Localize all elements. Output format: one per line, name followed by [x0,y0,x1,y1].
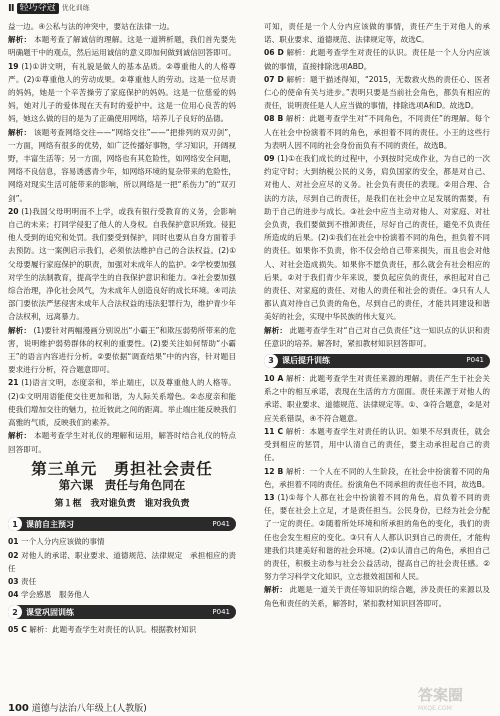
answer-paragraph [8,33,236,59]
section-page-ref: P041 [212,607,230,616]
section-label: 课前自主预习 [26,519,74,529]
answer-paragraph [264,46,490,72]
answer-paragraph [264,152,490,324]
post-items [264,372,490,610]
left-column [8,20,236,637]
section-bar-preview [8,517,236,531]
training-item-label: 05 C [8,625,27,635]
answer-paragraph-text: 该题考查网络交往——“网络交往”——“把排列的双刃剑”，一方面，网络有很多的优势，如广泛传播好事物，学习知识，开阔视野，丰富生活等；另一方面，网络也有其危险性，如网络安全问题，网络不良信息，容易诱惑青少年，如网络环境的复杂带来的危险性，网络对现实生活可能带来的影响，所以网络是一把“系伤力”的“双刃剑”。 [8,127,237,203]
preview-item-text: 责任 [21,576,37,586]
preview-item [8,549,236,575]
page-header [0,0,500,16]
answer-paragraph-label: 20 [8,206,19,216]
post-item-text: 解析：本题考查学生对责任的认识。如果不尽到责任，就会受到相应的惩罚，用中认清自己的责任，要主动承担起自己的责任。 [264,426,490,463]
preview-item-label: 04 [8,590,19,600]
watermark-url: MXQE.COM [418,705,452,712]
answer-paragraph-label: 解析： [8,325,31,335]
right-paragraphs [264,20,490,350]
answer-paragraph-text: (1)要针对两幅漫画分别说出“小霸王”和欺压弱势所带来的危害，说明维护弱势群体的权利的重要性。(2)要关注如何帮助“小霸王”的语言内容进行分析。②要依据“调查结果”中的内容，针对题目要求进行分析，符合题意即可。 [8,325,237,375]
section-page-ref: P041 [466,356,484,365]
answer-paragraph-label: 解析： [8,35,32,45]
preview-item-label: 01 [8,537,19,547]
post-item-label: 10 A [264,374,284,384]
logo-mark-icon: Ⅱ [8,2,14,14]
post-item-text: 解析：此题考查学生对责任来源的理解。责任产生于社会关系之中的相互承诺，表现在生活的方方面面。责任来源于对他人的承诺、职业要求、道德规范、法律规定等。①、③符合题意，②是对应关系错误，④不符合题意。 [264,374,491,423]
unit-title: 第三单元 勇担社会责任 [31,458,213,478]
answer-paragraph-label: 19 [8,61,19,71]
preview-item-label: 03 [8,576,19,586]
answer-paragraph-text: (1)①在我们成长的过程中，小到按时完成作业，为自己的一次约定守时；大到纳税公民的义务，肩负国家的安全，都是对自己、对他人、对社会应尽的义务。社会负有责任的表现。②用合理、合法的方法，尽到自己的责任，是我们在社会中立足发展的需要，有助于自己的进步与成长。③社会中应当主动对他人、对家庭、对社会负责，我们要做到不推卸责任，尽好自己的责任，避免不负责任所造成的后果。(2)①我们在社会中扮演着不同的角色，担负着不同的责任。如果你不负责，你不仅会给自己带来损失，而且也会对他人、对社会造成损失。如果你不愿负责任，那么就会有社会相应的后果。②对于我们青少年来说，要负起应负的责任，承担起对自己的责任、对家庭的责任、对他人的责任和社会的责任。③只有人人都认真对待自己负责的角色，尽到自己的责任，才能共同建设和谐美好的社会，实现中华民族的伟大复兴。 [264,154,490,322]
answer-paragraph-text: 本题考查了解诚信的理解。这是一道辨析题，我们首先要先明确题干中的观点，然后运用诚信的意义即加何做到诚信回答即可。 [8,35,237,58]
answer-paragraph-text: 解析：此题考查学生对“不同角色，不同责任”的理解。每个人在社会中扮演着不同的角色，承担着不同的责任。小王的这些行为表明人因不同的社会身份而负有不同的责任，故选B。 [264,114,491,150]
section-label: 课堂巩固训练 [26,607,74,617]
section-number-badge: 3 [264,354,278,368]
answer-paragraph [8,324,236,377]
answer-paragraph-label: 09 [264,154,275,164]
book-title: 道德与法治八年级上(人教版) [31,704,147,714]
left-paragraphs [8,20,236,456]
post-item-label: 13 [264,492,275,502]
section-label: 课后提升训练 [282,356,330,366]
answer-paragraph-text: 解析：题干描述得知，“2015，无数救火热的责任心、医者仁心的使命有关与进步。”表明只要是当前社会角色，都负有相应的责任，说明责任是人人应当做的事情，排除选项A和D。故选D。 [264,74,490,111]
training-item-text: 解析：此题考查学生对责任的认识。根据教材知识 [29,625,197,635]
frame-title: 第１框 我对谁负责 谁对我负责 [54,499,190,510]
answer-paragraph-text: 解析：此题考查学生对责任的认识。责任是一个人分内应该做的事情，直接排除选项ABD。 [264,48,491,71]
answer-paragraph [8,376,236,429]
preview-item-label: 02 [8,550,19,560]
answer-paragraph [8,126,236,205]
answer-paragraph [264,20,490,46]
answer-paragraph-label: 08 B [264,114,284,124]
page-number: 100 [8,703,29,714]
training-item [8,623,236,636]
answer-paragraph [264,73,490,113]
answer-paragraph-label: 21 [8,378,19,388]
answer-paragraph-label: 06 D [264,48,284,58]
post-item-text: 此题是一道关于责任等知识的综合题，涉及责任的来源以及角色和责任的关系，解答时，紧扣教材知识回答即可。 [264,585,491,608]
logo-text: 轻巧夺冠 [17,3,59,14]
post-item-text: (1)①每个人都在社会中扮演着不同的角色，肩负着不同的责任，要在社会上立足，才是责任担当。公民身份，已经为社会分配了一定的责任。②随着所处环境和所承担的角色的变化，我们的责任也会发生相应的变化。③只有人人都认识到自己的责任，才能构建我们共建美好和谐的社会环境。(2)①认清自己的角色，承担自己的责任，积极主动参与社会公益活动，提高自己的社会责任感。②努力学习科学文化知识，立志报效祖国和人民。 [264,492,490,582]
preview-item [8,575,236,588]
preview-item-text: 对他人的承诺、职业要求、道德规范、法律规定 承担相应的责任 [8,550,236,573]
section-page-ref: P041 [212,519,230,528]
preview-item [8,535,236,548]
answer-paragraph [8,205,236,324]
post-item-label: 11 C [264,426,284,436]
answer-paragraph-text: 可知，责任是一个人分内应该做的事情，责任产生于对他人的承诺、职业要求、道德规范、法律规定等，故选C。 [264,22,490,45]
post-item-text: 解析：一个人在不同的人生阶段，在社会中扮演着不同的角色，承担着不同的责任。扮演角色不同承担的责任也不同，故选B。 [264,466,490,489]
post-item-label: 解析： [264,585,288,595]
answer-paragraph-text: 此题考查学生对“自己对自己负责任”这一知识点的认识和责任意识的培养。解答时，紧扣教材知识回答即可。 [264,325,491,348]
lesson-title: 第六课 责任与角色同在 [58,477,186,492]
site-watermark [418,684,494,714]
post-item-label: 12 B [264,466,284,476]
preview-item [8,588,236,601]
post-item [264,425,490,465]
answer-paragraph [264,324,490,350]
section-bar-post [264,354,490,368]
answer-paragraph [8,429,236,455]
preview-items [8,535,236,601]
post-item [264,583,490,609]
answer-paragraph-label: 解析： [8,431,32,441]
post-item [264,491,490,583]
post-item [264,465,490,491]
answer-paragraph-text: 益一边。④公私与法的冲突中，要站在法律一边。 [8,22,175,31]
answer-paragraph [264,112,490,152]
answer-paragraph-label: 解析： [264,325,288,335]
post-item [264,372,490,425]
watermark-text: 答案圈 [418,686,464,704]
answer-paragraph-label: 解析： [8,127,32,137]
logo-subtitle: 优化训练 [61,4,90,12]
answer-paragraph [8,60,236,126]
answer-paragraph-text: 本题考查学生对礼仪的理解和运用，解答时结合礼仪的特点回答即可。 [8,431,237,454]
answer-paragraph-label: 07 D [264,74,284,84]
section-number-badge: 2 [8,605,22,619]
answer-paragraph-text: (1)语言文明，态度亲和，举止端庄，以及尊重他人的人格等。(2)①文明用语能使交往更加和谐，为人际关系增色。②态度亲和能使我们增加交往的魅力，拉近彼此之间的距离。举止端庄能反映我们高雅的气质，反映我们的素养。 [8,378,236,428]
page-footer [8,701,147,714]
section-number-badge: 1 [8,517,22,531]
section-bar-training [8,605,236,619]
answer-paragraph-text: (1)①讲文明，有礼貌是做人的基本品质。②尊重他人的人格尊严。(2)①尊重他人的劳动成果。②尊重他人的劳动。这是一位尽责的妈妈，她是一个辛苦操劳了家庭保护的妈妈。这是一位慈爱的妈妈，她对儿子的爱体现在天有时的爱护中。这是一位用心良苦的妈妈，她这么做的目的是为了正确使用网络，培养儿子良好的品德。 [8,61,236,124]
training-items [8,623,236,636]
answer-paragraph [8,20,236,33]
right-column [264,20,490,610]
preview-item-text: 学会感恩 服务他人 [21,590,90,600]
preview-item-text: 一个人分内应该做的事情 [21,537,105,547]
publisher-logo [8,2,90,14]
answer-paragraph-text: (1)我国父母明明而不上学，或我有银行受教育的义务，会影响自己的未来；打同学侵犯了他人的人身权。自我保护意识所致。侵犯他人受到的追究和处罚。我们要受到保护，同时也要从自身方面着手去预防。这一案例启示我们，必须依法维护自己的合法权益。(2)①父母要履行家庭保护的职责，加强对未成年人的监护。②学校要加强对学生的法制教育，提高学生的自我保护意识和能力。③社会要加强综合治理，净化社会风气，为未成年人创造良好的成长环境。④司法部门要依法严惩侵害未成年人合法权益的违法犯罪行为，维护青少年合法权利，远离暴力。 [8,206,236,322]
